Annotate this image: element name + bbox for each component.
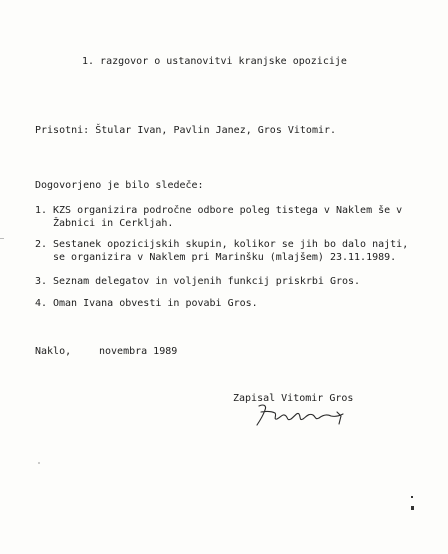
item-line: Sestanek opozicijskih skupin, kolikor se jih bo dalo najti, bbox=[53, 239, 409, 250]
item-number: 1. bbox=[35, 205, 48, 216]
item-line: se organizira v Naklem pri Marinšku (mlajšem) 23.11.1989. bbox=[53, 252, 397, 263]
item-number: 4. bbox=[35, 298, 48, 309]
attendees-line: Prisotni: Štular Ivan, Pavlin Janez, Gros Vitomir. bbox=[35, 125, 337, 136]
place-name: Naklo, bbox=[35, 346, 72, 357]
item-number: 2. bbox=[35, 239, 48, 250]
scan-mark bbox=[411, 506, 414, 510]
handwritten-signature bbox=[253, 402, 353, 428]
scan-mark bbox=[0, 238, 4, 239]
item-number: 3. bbox=[35, 276, 48, 287]
item-line: Seznam delegatov in voljenih funkcij priskrbi Gros. bbox=[53, 276, 361, 287]
scan-mark bbox=[38, 462, 40, 464]
document-title: 1. razgovor o ustanovitvi kranjske opozicije bbox=[82, 56, 347, 67]
agreed-intro: Dogovorjeno je bilo sledeče: bbox=[35, 180, 204, 191]
item-line: KZS organizira področne odbore poleg tistega v Naklem še v bbox=[53, 205, 403, 216]
recorded-by: Zapisal Vitomir Gros bbox=[233, 393, 354, 404]
item-line: Žabnici in Cerkljah. bbox=[53, 218, 174, 229]
document-date: novembra 1989 bbox=[99, 346, 178, 357]
item-line: Oman Ivana obvesti in povabi Gros. bbox=[53, 298, 258, 309]
scan-mark bbox=[411, 496, 413, 498]
